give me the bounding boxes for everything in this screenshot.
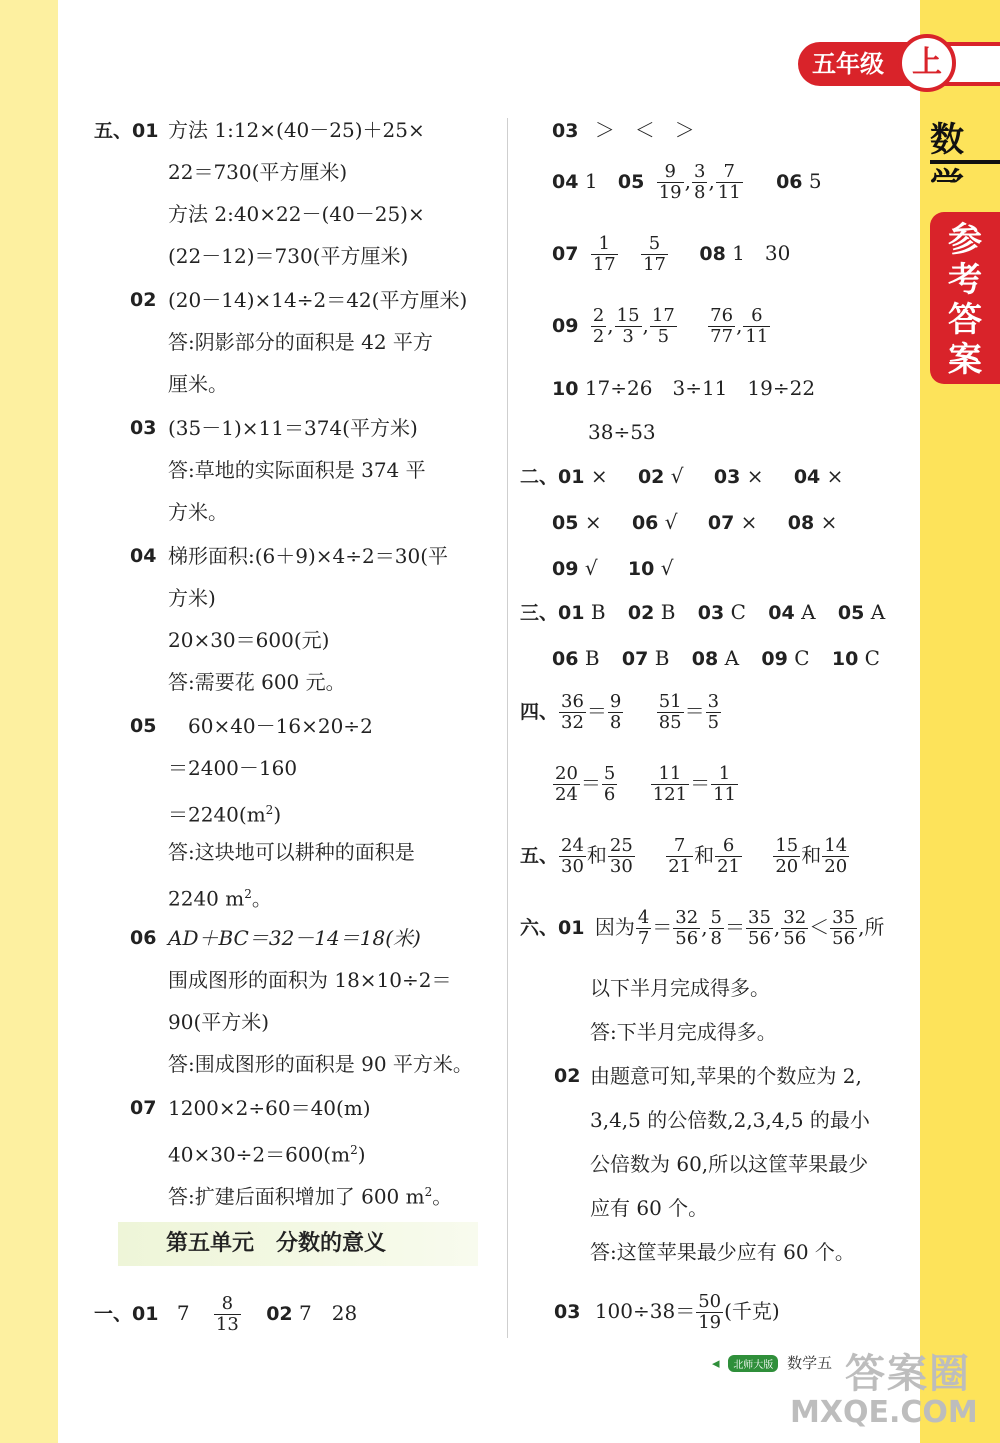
question-number: 09: [552, 315, 579, 337]
fraction: [657, 162, 684, 203]
fraction: [651, 764, 689, 805]
numerator: 1: [591, 234, 618, 255]
denominator: 5: [707, 712, 720, 733]
numerator: 15: [616, 305, 640, 326]
question-number: 10: [627, 558, 655, 580]
denominator: 3: [622, 326, 634, 347]
numerator: 51: [658, 691, 682, 712]
denominator: 2: [592, 326, 605, 347]
denominator: 19: [658, 182, 682, 203]
numerator: 3: [693, 161, 706, 182]
section-label: 二、: [520, 466, 559, 488]
denominator: 56: [675, 928, 699, 949]
fraction: [709, 908, 724, 949]
answer-choice: C: [864, 646, 880, 670]
answer-choice: A: [801, 600, 816, 624]
right-line: [552, 510, 837, 535]
answer-text: 1: [584, 169, 598, 193]
question-number: 05: [130, 715, 157, 737]
fraction: [214, 1294, 241, 1335]
denominator: 30: [609, 856, 633, 877]
question-number: 01: [558, 466, 585, 488]
right-line: [554, 1292, 780, 1333]
page-footer: [712, 1352, 832, 1373]
answer-choice: B: [654, 646, 670, 670]
answer-text: (22－12)＝730(平方厘米): [168, 244, 409, 268]
answer-text: [168, 1138, 366, 1167]
comma: ,: [701, 915, 708, 939]
fraction: [553, 764, 580, 805]
numerator: 4: [637, 907, 650, 928]
answer-text: 公倍数为 60,所以这筐苹果最少: [590, 1152, 869, 1176]
answer-choice: A: [724, 646, 740, 670]
question-number: 06: [776, 171, 803, 193]
fraction: [773, 836, 800, 877]
answer-text: 方米。: [168, 500, 228, 524]
left-margin-strip: [0, 0, 58, 1443]
numerator: 2: [592, 305, 605, 326]
answer-tab: [930, 212, 1000, 384]
denominator: 13: [215, 1314, 239, 1335]
answer-text-part: ＝2240(m: [168, 802, 266, 827]
denominator: 121: [652, 784, 688, 805]
question-number: 03: [130, 417, 157, 439]
question-number: 10: [552, 378, 579, 400]
fraction: [591, 234, 618, 275]
denominator: 77: [710, 326, 734, 347]
equals-sign: ＝: [690, 771, 711, 795]
right-line: [520, 836, 850, 877]
subject-char-1: 数: [930, 120, 964, 160]
answer-text: 5: [808, 169, 822, 193]
answer-text: 3,4,5 的公倍数,2,3,4,5 的最小: [590, 1108, 870, 1132]
answer-text: 答:这筐苹果最少应有 60 个。: [590, 1240, 855, 1264]
denominator: 85: [658, 712, 682, 733]
section-label: 四、: [520, 701, 559, 723]
answer-text: 1 30: [732, 241, 791, 265]
equals-sign: ＝: [580, 771, 601, 795]
watermark-logo: 答案圈: [845, 1351, 971, 1397]
question-number: 01: [558, 602, 585, 624]
numerator: 14: [824, 835, 848, 856]
section-label: 一、: [94, 1303, 133, 1325]
numerator: 9: [609, 691, 622, 712]
answer-text: 围成图形的面积为 18×10÷2＝: [168, 968, 452, 992]
question-number: 04: [130, 545, 157, 567]
question-number: 02: [266, 1303, 293, 1325]
fraction: [559, 692, 586, 733]
less-than-sign: ＜: [809, 915, 830, 939]
edition-badge: 北师大版: [728, 1355, 778, 1372]
denominator: 6: [603, 784, 616, 805]
right-line: 04 1 05 $\frac{9}{19}$ , $\frac{3}{8}$ , $\frac{7}{11}$ 06 5: [552, 161, 822, 203]
answer-text: (千克): [724, 1299, 780, 1323]
numerator: 5: [710, 907, 722, 928]
question-number: 06: [552, 648, 579, 670]
answer-mark: ×: [584, 510, 602, 534]
answer-text: 60×40－16×20÷2: [188, 714, 373, 738]
question-number: 03: [552, 120, 579, 142]
denominator: 19: [698, 1312, 722, 1333]
numerator: 5: [641, 234, 668, 255]
question-number: 02: [627, 602, 655, 624]
numerator: 20: [555, 763, 578, 784]
denominator: 7: [637, 928, 650, 949]
denominator: 11: [745, 326, 769, 347]
numerator: 6: [715, 836, 742, 857]
fraction: [673, 908, 700, 949]
fraction: [743, 306, 770, 347]
answer-mark: √: [584, 556, 598, 580]
denominator: 30: [561, 856, 584, 877]
numerator: 24: [561, 835, 584, 856]
answer-mark: ×: [826, 464, 844, 488]
denominator: 56: [832, 928, 856, 949]
numerator: 11: [651, 764, 689, 785]
numerator: 9: [657, 162, 684, 183]
question-number: 08: [787, 512, 815, 534]
question-number: 04: [552, 171, 579, 193]
answer-text: 应有 60 个。: [590, 1196, 709, 1220]
question-number: 09: [552, 558, 579, 580]
right-line: [552, 234, 790, 275]
numerator: 35: [748, 907, 771, 928]
answer-text: 答:围成图形的面积是 90 平方米。: [168, 1052, 473, 1076]
arrow-left-icon: ◂: [712, 1354, 720, 1372]
numerator: 7: [716, 162, 743, 183]
answer-text: 7: [176, 1301, 190, 1325]
answer-text: (35－1)×11＝374(平方米): [168, 416, 418, 440]
fraction: [591, 306, 606, 347]
answer-mark: ×: [746, 464, 764, 488]
question-number: 07: [707, 512, 735, 534]
question-number: 01: [132, 120, 159, 142]
fraction: [559, 836, 586, 877]
numerator: 7: [666, 836, 693, 857]
denominator: 5: [657, 326, 670, 347]
numerator: 8: [214, 1294, 241, 1315]
equals-sign: ＝: [586, 699, 607, 723]
denominator: 20: [775, 856, 799, 877]
answer-text: 20×30＝600(元): [168, 628, 330, 652]
fraction: [715, 836, 742, 877]
question-number: 07: [552, 243, 579, 265]
answer-text: 方法 1:12×(40－25)＋25×: [168, 118, 425, 142]
answer-text: [168, 798, 281, 827]
fraction: [636, 908, 651, 949]
question-number: 07: [621, 648, 649, 670]
left-line: [94, 1294, 357, 1335]
question-number: 06: [631, 512, 659, 534]
answer-mark: ×: [740, 510, 758, 534]
numerator: 15: [775, 835, 799, 856]
answer-text-part: 40×30÷2＝600(m: [168, 1142, 351, 1167]
superscript: 2: [265, 803, 274, 817]
fraction: [696, 1292, 723, 1333]
right-line: [520, 908, 884, 949]
fraction: [657, 692, 684, 733]
numerator: 32: [783, 907, 807, 928]
answer-choice: B: [584, 646, 600, 670]
answer-text-part: 。: [432, 1184, 453, 1209]
fraction: [781, 908, 808, 949]
answer-text: 17÷26 3÷11 19÷22: [584, 376, 816, 400]
answer-text: [168, 882, 272, 911]
equals-sign: ＝: [684, 699, 705, 723]
answer-text: 答:下半月完成得多。: [590, 1020, 777, 1044]
fraction: [615, 306, 642, 347]
answer-text: 方法 2:40×22－(40－25)×: [168, 202, 425, 226]
answer-choice: B: [660, 600, 676, 624]
answer-text: AD＋BC＝32－14＝18(米): [168, 926, 421, 950]
question-number: 05: [552, 512, 579, 534]
equals-sign: ＝: [652, 915, 673, 939]
left-line: [94, 118, 158, 143]
numerator: 1: [711, 764, 738, 785]
numerator: 36: [561, 691, 584, 712]
superscript: 2: [350, 1143, 358, 1157]
question-number: 07: [130, 1097, 157, 1119]
fraction: [830, 908, 857, 949]
fraction: [602, 764, 617, 805]
numerator: 76: [710, 305, 734, 326]
answer-mark: √: [664, 510, 678, 534]
answer-mark: √: [660, 556, 674, 580]
question-number: 05: [837, 602, 865, 624]
question-number: 03: [713, 466, 741, 488]
fraction: [608, 836, 635, 877]
section-label: 三、: [520, 602, 559, 624]
right-line: [552, 556, 673, 581]
answer-text: ＝2400－160: [168, 756, 298, 780]
question-number: 02: [637, 466, 665, 488]
answer-text: ＞ ＜ ＞: [594, 118, 695, 142]
answer-text: 由题意可知,苹果的个数应为 2,: [590, 1064, 862, 1088]
fraction: [608, 692, 623, 733]
answer-text: 1200×2÷60＝40(m): [168, 1096, 371, 1120]
comma: ,: [773, 915, 781, 939]
answer-choice: C: [794, 646, 810, 670]
question-number: 04: [793, 466, 821, 488]
numerator: 25: [609, 835, 633, 856]
right-line: [552, 118, 695, 143]
question-number: 02: [554, 1065, 581, 1087]
question-number: 05: [617, 171, 645, 193]
answer-text: 以下半月完成得多。: [590, 976, 770, 1000]
answer-tab-char: 答: [948, 300, 982, 340]
answer-choice: C: [730, 600, 746, 624]
answer-mark: ×: [590, 464, 608, 488]
question-number: 08: [699, 243, 726, 265]
answer-tab-char: 参: [948, 220, 982, 260]
fraction: [706, 692, 721, 733]
fraction: [692, 162, 707, 203]
numerator: 50: [698, 1291, 722, 1312]
answer-text: 因为: [594, 915, 635, 939]
answer-text: [168, 1180, 452, 1209]
answer-tab-char: 考: [948, 260, 982, 300]
answer-text: 100÷38＝: [594, 1299, 696, 1323]
superscript: 2: [244, 887, 252, 901]
right-line: 09 $\frac{2}{2}$ , $\frac{15}{3}$ , $\frac{17}{5}$ $\frac{76}{77}$ , $\frac{6}{11}$: [552, 305, 769, 347]
answer-text: 答:这块地可以耕种的面积是: [168, 840, 415, 864]
question-number: 06: [130, 927, 157, 949]
denominator: 17: [643, 254, 666, 275]
denominator: 8: [710, 928, 722, 949]
denominator: 21: [717, 856, 740, 877]
question-number: 10: [831, 648, 859, 670]
superscript: 2: [424, 1185, 433, 1199]
answer-text: (20－14)×14÷2＝42(平方厘米): [168, 288, 468, 312]
fraction: [666, 836, 693, 877]
grade-label: 五年级: [798, 42, 948, 86]
footer-text: 数学五: [787, 1354, 833, 1372]
answer-choice: A: [870, 600, 886, 624]
section-label: 五、: [94, 120, 133, 142]
denominator: 21: [668, 856, 692, 877]
answer-text: ,所: [858, 915, 885, 939]
answer-mark: √: [670, 464, 684, 488]
and-word: 和: [694, 843, 715, 867]
answer-text: 答:需要花 600 元。: [168, 670, 346, 694]
numerator: 17: [651, 305, 675, 326]
answer-text-part: ): [273, 802, 282, 827]
fraction: [716, 162, 743, 203]
fraction: [822, 836, 849, 877]
answer-text: 答:阴影部分的面积是 42 平方: [168, 330, 433, 354]
answer-tab-char: 案: [948, 340, 982, 380]
grade-badge: [798, 34, 1000, 92]
denominator: 20: [824, 856, 848, 877]
section-label: 五、: [520, 845, 559, 867]
fraction: [641, 234, 668, 275]
answer-choice: B: [590, 600, 606, 624]
fraction: [650, 306, 677, 347]
answer-text-part: 2240 m: [168, 886, 245, 911]
right-line: [552, 764, 739, 805]
denominator: 8: [609, 712, 622, 733]
equals-sign: ＝: [725, 915, 745, 939]
question-number: 02: [130, 289, 157, 311]
right-line: [552, 376, 815, 401]
answer-text-part: ): [357, 1142, 366, 1167]
denominator: 8: [693, 182, 706, 203]
answer-text: 38÷53: [588, 420, 656, 444]
right-line: [520, 692, 722, 733]
question-number: 04: [768, 602, 795, 624]
numerator: 35: [832, 907, 856, 928]
denominator: 17: [592, 254, 616, 275]
right-line: [552, 646, 880, 671]
denominator: 24: [555, 784, 578, 805]
answer-text: 90(平方米): [168, 1010, 270, 1034]
question-number: 03: [697, 602, 725, 624]
term-label: 上: [898, 34, 956, 92]
question-number: 09: [761, 648, 788, 670]
denominator: 11: [717, 182, 741, 203]
answer-text-part: 答:扩建后面积增加了 600 m: [168, 1184, 425, 1209]
answer-text: 梯形面积:(6＋9)×4÷2＝30(平: [168, 544, 449, 568]
answer-text-part: 。: [251, 886, 272, 911]
question-number: 03: [554, 1301, 581, 1323]
and-word: 和: [586, 843, 607, 867]
watermark-url: MXQE.COM: [790, 1395, 978, 1430]
and-word: 和: [801, 843, 822, 867]
question-number: 08: [691, 648, 719, 670]
fraction: [708, 306, 735, 347]
numerator: 5: [603, 763, 616, 784]
answer-mark: ×: [820, 510, 838, 534]
fraction: [711, 764, 738, 805]
right-line: [520, 464, 843, 489]
question-number: 01: [132, 1303, 159, 1325]
fraction: [746, 908, 773, 949]
answer-text: 厘米。: [168, 372, 228, 396]
answer-text: 7 28: [299, 1301, 358, 1325]
denominator: 11: [713, 784, 736, 805]
unit-title: 第五单元 分数的意义: [118, 1222, 478, 1266]
answer-text: 方米): [168, 586, 216, 610]
denominator: 32: [561, 712, 584, 733]
denominator: 56: [748, 928, 771, 949]
right-line: [520, 600, 885, 625]
column-divider: [507, 118, 508, 1338]
question-number: 01: [558, 917, 585, 939]
numerator: 6: [743, 306, 770, 327]
numerator: 3: [707, 691, 720, 712]
numerator: 32: [675, 907, 699, 928]
answer-text: 22＝730(平方厘米): [168, 160, 348, 184]
answer-text: 答:草地的实际面积是 374 平: [168, 458, 426, 482]
denominator: 56: [783, 928, 807, 949]
section-label: 六、: [520, 917, 559, 939]
